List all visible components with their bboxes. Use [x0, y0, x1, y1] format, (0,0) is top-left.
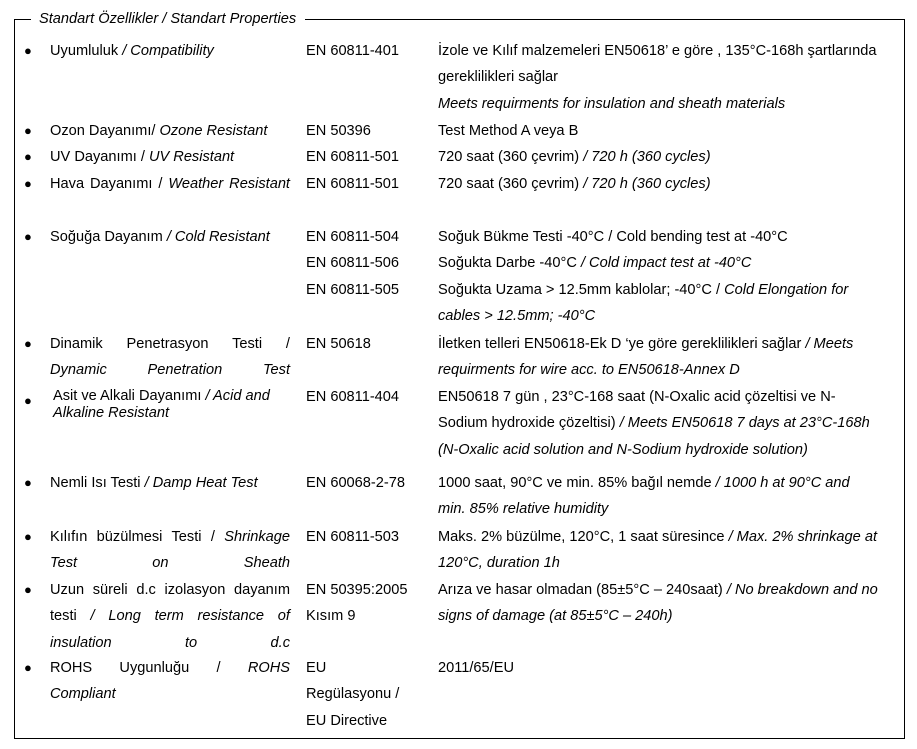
- text-segment: / Meets: [805, 336, 854, 352]
- standard-line: EN 50396: [306, 123, 371, 139]
- property-description: [438, 524, 896, 577]
- property-name: [50, 524, 290, 577]
- description-line: [438, 331, 896, 357]
- standard-reference: [306, 171, 426, 197]
- text-segment: 1000 saat, 90°C ve min. 85% bağıl nemde: [438, 475, 716, 491]
- description-line: [438, 91, 896, 117]
- bullet-icon: ●: [24, 475, 32, 490]
- description-line: [438, 410, 896, 436]
- standard-line: EN 60811-401: [306, 43, 400, 59]
- bullet-icon: ●: [24, 176, 32, 191]
- text-segment: Nemli Isı Testi: [50, 475, 145, 491]
- property-name: [50, 577, 290, 656]
- text-segment: ROHS Uygunluğu /: [50, 660, 248, 676]
- text-segment: Ozone Resistant: [159, 123, 268, 139]
- standard-line: EN 60811-404: [306, 389, 400, 405]
- text-segment: gereklilikleri sağlar: [438, 69, 559, 86]
- text-segment: Dinamik Penetrasyon Testi /: [50, 336, 290, 352]
- property-name: [50, 171, 290, 197]
- text-segment: Kılıfın büzülmesi Testi /: [50, 529, 225, 545]
- bullet-icon: ●: [24, 123, 32, 138]
- text-segment: 720 saat (360 çevrim): [438, 176, 584, 192]
- text-segment: (N-Oxalic acid solution and N-Sodium hydroxide solution): [438, 441, 808, 458]
- text-segment: / 720 h (360 cycles): [583, 149, 711, 165]
- property-description: [438, 577, 896, 630]
- text-segment: UV Resistant: [148, 149, 235, 165]
- standard-line: EU Directive: [306, 712, 388, 729]
- text-segment: Hava Dayanımı /: [50, 176, 169, 192]
- text-segment: / 1000 h at 90°C and: [715, 475, 850, 491]
- standard-reference: [306, 224, 426, 303]
- standard-line: EU: [306, 660, 327, 676]
- standard-reference: [306, 118, 426, 144]
- text-segment: Arıza ve hasar olmadan (85±5°C – 240saat): [438, 582, 727, 598]
- bullet-icon: ●: [24, 529, 32, 544]
- text-segment: 2011/65/EU: [438, 660, 514, 676]
- property-name: [50, 118, 290, 144]
- text-segment: Soğuk Bükme Testi -40°C / Cold bending test at -40°C: [438, 229, 788, 245]
- text-segment: Test Method A veya B: [438, 123, 579, 139]
- text-segment: İzole ve Kılıf malzemeleri EN50618’ e göre , 135°C-168h şartlarında: [438, 43, 877, 59]
- description-line: [438, 496, 896, 522]
- text-segment: ROHS Compliant: [50, 660, 290, 703]
- property-description: [438, 171, 896, 197]
- text-segment: / Long term resistance of insulation to d.c: [50, 608, 290, 651]
- property-description: [438, 470, 896, 523]
- text-segment: / Cold impact test at -40°C: [580, 255, 752, 272]
- bullet-icon: ●: [24, 660, 32, 675]
- property-name: [50, 224, 290, 250]
- standard-reference: [306, 470, 426, 496]
- text-segment: Meets requirments for insulation and sheath materials: [438, 95, 786, 112]
- description-line: [438, 171, 896, 197]
- standard-reference: [306, 577, 426, 630]
- description-line: [438, 437, 896, 463]
- text-segment: / 720 h (360 cycles): [583, 176, 711, 192]
- property-description: [438, 384, 896, 463]
- standard-line: EN 60811-506: [306, 255, 400, 272]
- text-segment: Uzun süreli d.c izolasyon dayanım testi: [50, 582, 290, 625]
- property-description: [438, 224, 896, 329]
- text-segment: Asit ve Alkali Dayanımı: [53, 388, 206, 404]
- bullet-icon: ●: [24, 393, 32, 408]
- text-segment: Weather Resistant: [168, 176, 290, 192]
- section-title: Standart Özellikler / Standart Properties: [31, 9, 305, 29]
- text-segment: Sodium hydroxide çözeltisi): [438, 415, 620, 432]
- description-line: [438, 144, 896, 170]
- property-name: [50, 331, 290, 384]
- bullet-icon: ●: [24, 582, 32, 597]
- property-description: [438, 144, 896, 170]
- standard-reference: [306, 331, 426, 357]
- description-line: [438, 224, 896, 250]
- text-segment: / Compatibility: [122, 43, 214, 59]
- text-segment: Soğukta Uzama > 12.5mm kablolar; -40°C /: [438, 281, 725, 298]
- description-line: [438, 118, 896, 144]
- bullet-icon: ●: [24, 229, 32, 244]
- standard-line: EN 60068-2-78: [306, 475, 405, 491]
- property-description: [438, 655, 896, 681]
- description-line: [438, 38, 896, 64]
- property-description: [438, 331, 896, 384]
- text-segment: UV Dayanımı /: [50, 149, 149, 165]
- standard-line: EN 60811-501: [306, 149, 400, 165]
- standard-line: Kısım 9: [306, 608, 356, 625]
- property-name: [50, 144, 290, 170]
- standard-reference: [306, 38, 426, 64]
- text-segment: signs of damage (at 85±5°C – 240h): [438, 608, 673, 625]
- text-segment: Cold Elongation for: [724, 281, 849, 298]
- property-name: [50, 38, 290, 64]
- text-segment: Soğukta Darbe -40°C: [438, 255, 581, 272]
- property-description: [438, 38, 896, 117]
- description-line: [438, 277, 896, 303]
- property-name: [50, 470, 290, 496]
- standard-line: EN 60811-504: [306, 229, 400, 245]
- description-line: [438, 64, 896, 90]
- text-segment: / Meets EN50618 7 days at 23°C-168h: [619, 415, 870, 432]
- text-segment: requirments for wire acc. to EN50618-Annex D: [438, 362, 740, 379]
- standard-line: EN 50395:2005: [306, 582, 408, 598]
- description-line: [438, 550, 896, 576]
- bullet-icon: ●: [24, 149, 32, 164]
- description-line: [438, 524, 896, 550]
- description-line: [438, 384, 896, 410]
- text-segment: / Acid and Alkaline Resistant: [53, 388, 270, 421]
- text-segment: Maks. 2% büzülme, 120°C, 1 saat süresince: [438, 529, 729, 545]
- description-line: [438, 470, 896, 496]
- standard-reference: [306, 144, 426, 170]
- description-line: [438, 303, 896, 329]
- property-name: [50, 655, 290, 708]
- bullet-icon: ●: [24, 43, 32, 58]
- standard-reference: [306, 655, 426, 734]
- text-segment: 720 saat (360 çevrim): [438, 149, 584, 165]
- text-segment: Soğuğa Dayanım: [50, 229, 167, 245]
- text-segment: Uyumluluk: [50, 43, 123, 59]
- text-segment: Ozon Dayanımı/: [50, 123, 160, 139]
- property-description: [438, 118, 896, 144]
- bullet-icon: ●: [24, 336, 32, 351]
- text-segment: / Cold Resistant: [166, 229, 270, 245]
- standard-line: Regülasyonu /: [306, 686, 400, 703]
- text-segment: 120°C, duration 1h: [438, 555, 560, 572]
- description-line: [438, 655, 896, 681]
- text-segment: cables > 12.5mm; -40°C: [438, 307, 596, 324]
- description-line: [438, 577, 896, 603]
- description-line: [438, 603, 896, 629]
- standard-line: EN 60811-501: [306, 176, 400, 192]
- property-name: [53, 384, 293, 421]
- description-line: [438, 250, 896, 276]
- text-segment: Shrinkage Test on Sheath: [50, 529, 290, 572]
- standard-line: EN 50618: [306, 336, 371, 352]
- standard-line: EN 60811-503: [306, 529, 400, 545]
- text-segment: / Damp Heat Test: [144, 475, 258, 491]
- text-segment: İletken telleri EN50618-Ek D ‘ye göre gereklilikleri sağlar: [438, 336, 806, 352]
- standard-line: EN 60811-505: [306, 281, 400, 298]
- text-segment: min. 85% relative humidity: [438, 501, 609, 518]
- text-segment: EN50618 7 gün , 23°C-168 saat (N-Oxalic acid çözeltisi ve N-: [438, 389, 836, 405]
- text-segment: / Max. 2% shrinkage at: [728, 529, 878, 545]
- description-line: [438, 357, 896, 383]
- text-segment: Dynamic Penetration Test: [50, 362, 290, 379]
- standard-reference: [306, 524, 426, 550]
- standard-reference: [306, 384, 426, 410]
- text-segment: / No breakdown and no: [726, 582, 878, 598]
